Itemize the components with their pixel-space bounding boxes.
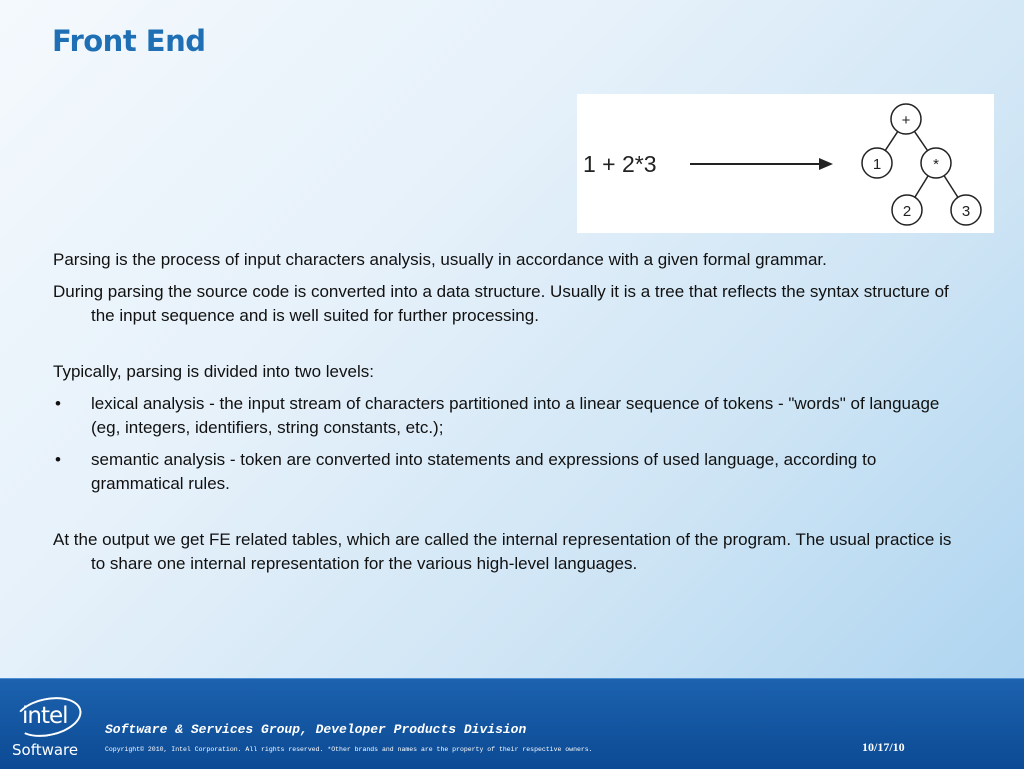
bullet-icon: • (55, 450, 61, 469)
list-item-text: semantic analysis - token are converted into statements and expressions of used language, according to grammatical rules. (91, 450, 877, 493)
tree-node-left-label: 1 (872, 156, 882, 173)
tree-node-right-right-label: 3 (961, 203, 971, 220)
copyright-notice: Copyright© 2010, Intel Corporation. All rights reserved. *Other brands and names are the property of their respective owners. (105, 746, 593, 753)
slide-date: 10/17/10 (862, 740, 905, 754)
spacer (53, 504, 953, 528)
list-item-text: lexical analysis - the input stream of characters partitioned into a linear sequence of tokens - "words" of language (eg, integers, identifiers, string constants, etc.); (91, 394, 940, 437)
tree-node-right-left-label: 2 (902, 203, 912, 220)
intel-software-logo (10, 695, 90, 765)
list-item (53, 392, 953, 440)
slide-body (53, 248, 953, 584)
paragraph-parsing-process: During parsing the source code is converted into a data structure. Usually it is a tree that reflects the syntax structure of the input sequence and is well suited for further processing. (53, 282, 949, 325)
levels-list (53, 392, 953, 496)
arrow-head-icon (819, 158, 833, 170)
division-name: Software & Services Group, Developer Products Division (105, 722, 527, 737)
tree-node-root-label: + (901, 112, 911, 129)
footer-bar (0, 678, 1024, 769)
paragraph-parsing-definition: Parsing is the process of input characters analysis, usually in accordance with a given formal grammar. (53, 250, 827, 269)
paragraph-conclusion: At the output we get FE related tables, which are called the internal representation of the program. The usual practice is to share one internal representation for the various high-level languages. (53, 530, 952, 573)
expression-text: 1 + 2*3 (583, 151, 657, 177)
parse-tree-diagram (577, 94, 994, 233)
parse-tree-svg (577, 94, 994, 233)
bullet-icon: • (55, 394, 61, 413)
logo-subtitle: Software (12, 741, 79, 759)
list-item (53, 448, 953, 496)
spacer (53, 336, 953, 360)
logo-wordmark: intel (22, 703, 68, 729)
tree-node-right-label: * (933, 156, 939, 173)
paragraph-levels-intro: Typically, parsing is divided into two levels: (53, 362, 374, 381)
slide-title: Front End (52, 24, 206, 58)
